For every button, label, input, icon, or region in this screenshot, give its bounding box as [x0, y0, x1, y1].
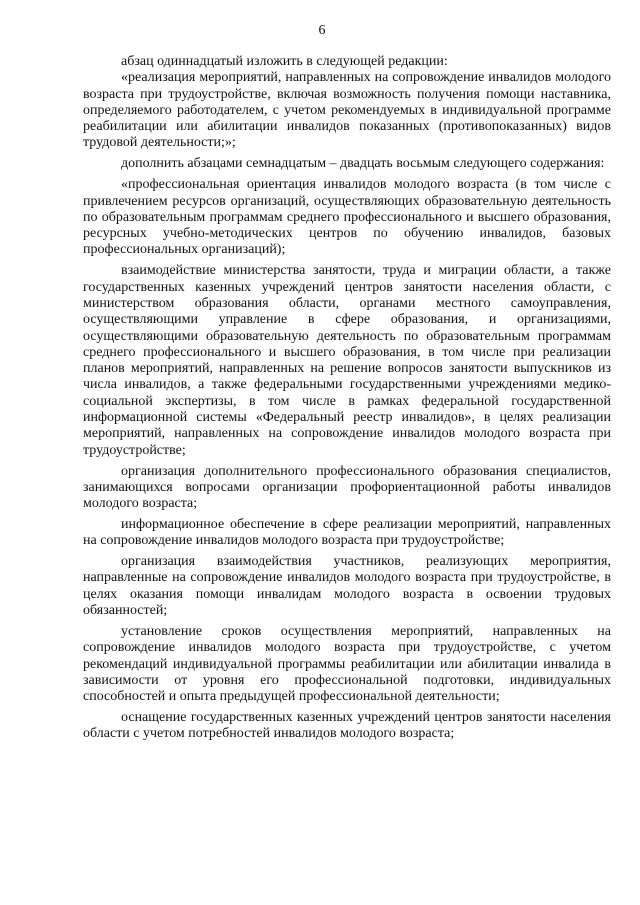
paragraph-intro: абзац одиннадцатый изложить в следующей редакции:	[121, 54, 448, 69]
paragraph-equipment: оснащение государственных казенных учреждений центров занятости населения области с учетом потребностей инвалидов молодого возраста;	[83, 710, 611, 742]
paragraph-deadlines: установление сроков осуществления мероприятий, направленных на сопровождение инвалидов молодого возраста при трудоустройстве, с учетом рекомендаций индивидуальной программы реабилитации или абилитации инвалида в зависимости от уровня его профессиональной подготовки, индивидуальных способностей и опыта предыдущей профессиональной деятельности;	[83, 623, 611, 705]
paragraph-career-guidance: «профессиональная ориентация инвалидов молодого возраста (в том числе с привлечением ресурсов организаций, осуществляющих образовательную деятельность по образовательным программам среднего профессионального и высшего образования, ресурсных учебно-методических центров по обучению инвалидов, базовых профессиональных организаций);	[83, 177, 611, 258]
page-number: 6	[318, 23, 326, 38]
paragraph-additional-education: организация дополнительного профессионального образования специалистов, занимающихся вопросами организации профориентационной работы инвалидов молодого возраста;	[83, 463, 611, 512]
paragraph-participants-interaction: организация взаимодействия участников, реализующих мероприятия, направленные на сопровождение инвалидов молодого возраста при трудоустройстве, в целях оказания помощи инвалидам молодого возраста в освоении трудовых обязанностей;	[83, 554, 611, 619]
paragraph-supplement: дополнить абзацами семнадцатым – двадцать восьмым следующего содержания:	[121, 156, 605, 172]
document-page	[83, 22, 611, 747]
paragraph-quote-implementation: «реализация мероприятий, направленных на сопровождение инвалидов молодого возраста при трудоустройстве, включая возможность получения помощи наставника, определяемого работодателем, с учетом рекомендуемых в индивидуальной программе реабилитации или абилитации инвалидов показанных (противопоказанных) видов трудовой деятельности;»;	[83, 70, 611, 151]
paragraph-information-support: информационное обеспечение в сфере реализации мероприятий, направленных на сопровождение инвалидов молодого возраста при трудоустройстве;	[83, 516, 611, 549]
paragraph-interaction-ministry: взаимодействие министерства занятости, труда и миграции области, а также государственных казенных учреждений центров занятости населения области, с министерством образования области, органами местного самоуправления, осуществляющими управление в сфере образования, и организациями, осуществляющими образовательную деятельность по образовательным программам среднего профессионального и высшего образования, в том числе при реализации планов мероприятий, направленных на решение вопросов занятости выпускников из числа инвалидов, а также федеральными государственными учреждениями медико-социальной экспертизы, в том числе в рамках федеральной государственной информационной системы «Федеральный реестр инвалидов», в целях реализации мероприятий, направленных на сопровождение инвалидов молодого возраста при трудоустройстве;	[83, 263, 611, 458]
